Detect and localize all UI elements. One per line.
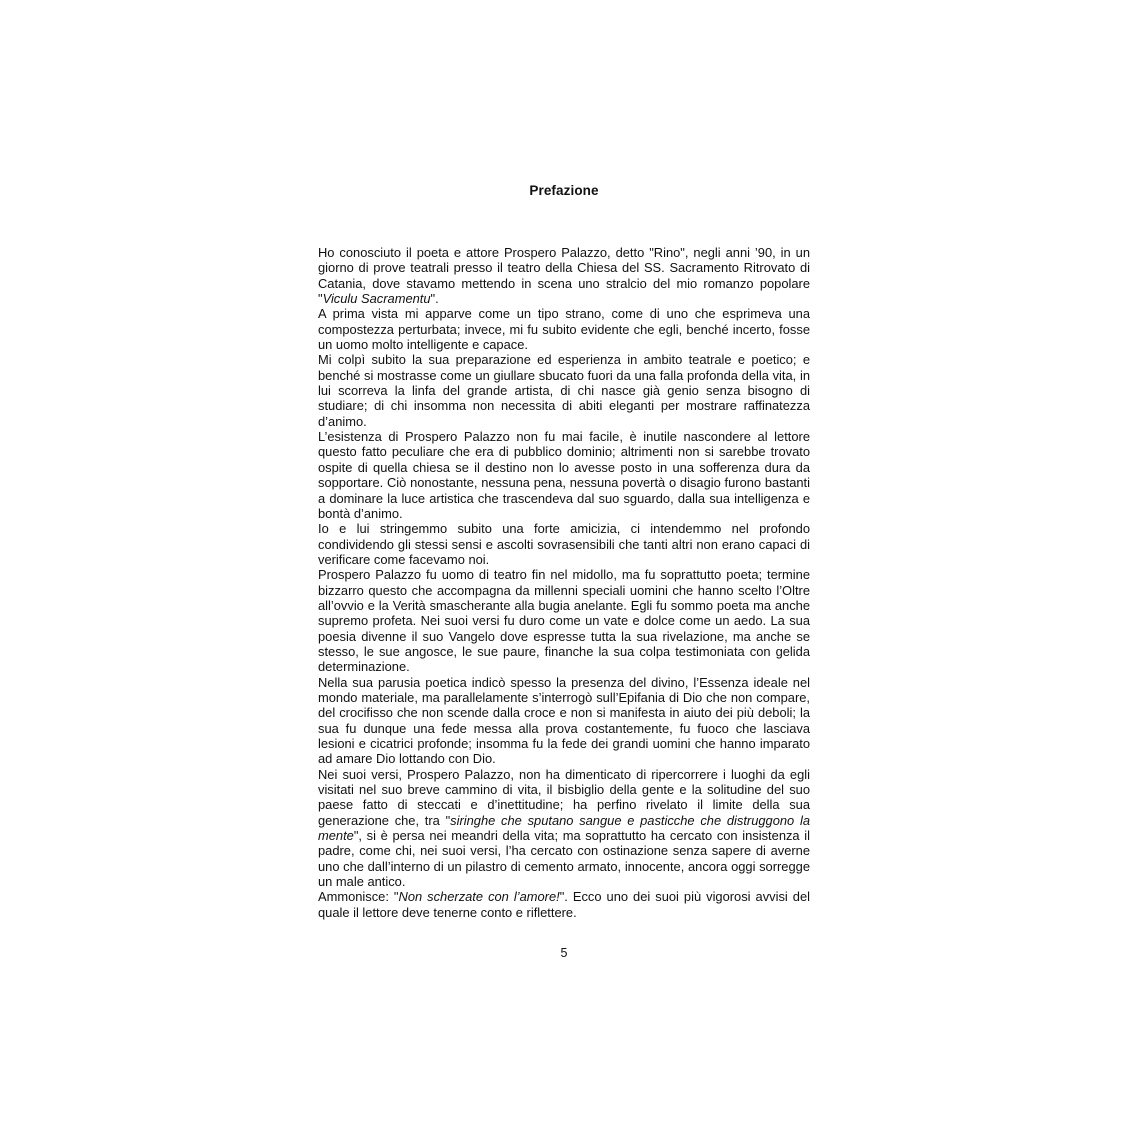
italic-text-segment: Non scherzate con l’amore! — [398, 889, 560, 905]
paragraph — [318, 245, 810, 306]
text-segment: ", si è persa nei meandri della vita; ma soprattutto ha cercato con insistenza il padre, come chi, nei suoi versi, l’ha cercato con ostinazione senza sapere di averne uno che dall’interno di un pilastro di cemento armato, innocente, ancora oggi sorregge un male antico. — [318, 828, 810, 890]
text-segment: Prospero Palazzo fu uomo di teatro fin nel midollo, ma fu soprattutto poeta; termine bizzarro questo che accompagna da millenni speciali uomini che hanno scelto l’Oltre all’ovvio e la Verità smascherante alla bugia anelante. Egli fu sommo poeta ma anche supremo profeta. Nei suoi versi fu duro come un vate e dolce come un aedo. La sua poesia divenne il suo Vangelo dove espresse tutta la sua rivelazione, ma anche se stesso, le sue angosce, le sue paure, finanche la sua colpa testimoniata con gelida determinazione. — [318, 567, 810, 675]
paragraph — [318, 767, 810, 890]
paragraph — [318, 521, 810, 567]
text-segment: ". Ecco uno dei suoi più vigorosi avvisi del quale il lettore deve tenerne conto e riflettere. — [318, 889, 810, 920]
paragraph — [318, 306, 810, 352]
text-segment: Ho conosciuto il poeta e attore Prospero Palazzo, detto "Rino", negli anni ’90, in un giorno di prove teatrali presso il teatro della Chiesa del SS. Sacramento Ritrovato di Catania, dove stavamo mettendo in scena uno stralcio del mio romanzo popolare " — [318, 245, 810, 307]
paragraph — [318, 567, 810, 674]
text-segment: Nella sua parusia poetica indicò spesso la presenza del divino, l’Essenza ideale nel mondo materiale, ma parallelamente s’interrogò sull’Epifania di Dio che non compare, del crocifisso che non scende dalla croce e non si manifesta in aiuto dei più deboli; la sua fu dunque una fede messa alla prova costantemente, fu fuoco che lasciava lesioni e cicatrici profonde; insomma fu la fede dei grandi uomini che hanno imparato ad amare Dio lottando con Dio. — [318, 674, 810, 767]
paragraph — [318, 675, 810, 767]
text-segment: Ammonisce: " — [318, 889, 399, 905]
paragraph — [318, 429, 810, 521]
italic-text-segment: siringhe che sputano sangue e pasticche che distruggono la mente — [318, 812, 810, 844]
page-number: 5 — [560, 946, 568, 960]
body-text — [318, 245, 810, 920]
text-segment: ". — [430, 291, 439, 307]
text-segment: Io e lui stringemmo subito una forte amicizia, ci intendemmo nel profondo condividendo gli stessi sensi e ascolti sovrasensibili che tanti altri non erano capaci di verificare come facevamo noi. — [318, 521, 810, 567]
paragraph — [318, 889, 810, 920]
paragraph — [318, 352, 810, 429]
italic-text-segment: Viculu Sacramentu — [322, 291, 431, 307]
text-segment: A prima vista mi apparve come un tipo strano, come di uno che esprimeva una compostezza perturbata; invece, mi fu subito evidente che egli, benché incerto, fosse un uomo molto intelligente e capace. — [318, 306, 810, 353]
text-segment: L’esistenza di Prospero Palazzo non fu mai facile, è inutile nascondere al lettore questo fatto peculiare che era di pubblico dominio; altrimenti non si sarebbe trovato ospite di quella chiesa se il destino non lo avesse posto in una sofferenza dura da sopportare. Ciò nonostante, nessuna pena, nessuna povertà o disagio furono bastanti a dominare la luce artistica che trascendeva dal suo sguardo, dalla sua intelligenza e bontà d’animo. — [318, 429, 810, 521]
text-segment: Nei suoi versi, Prospero Palazzo, non ha dimenticato di ripercorrere i luoghi da egli visitati nel suo breve cammino di vita, il bisbiglio della gente e la solitudine del suo paese fatto di steccati e d’inettitudine; ha perfino rivelato il limite della sua generazione che, tra " — [318, 766, 810, 828]
page-title: Prefazione — [529, 183, 599, 198]
text-segment: Mi colpì subito la sua preparazione ed esperienza in ambito teatrale e poetico; e benché si mostrasse come un giullare sbucato fuori da una falla profonda della vita, in lui scorreva la linfa del grande artista, di chi nasce già genio senza bisogno di studiare; di chi insomma non necessita di abiti eleganti per mostrare raffinatezza d’animo. — [318, 352, 810, 429]
